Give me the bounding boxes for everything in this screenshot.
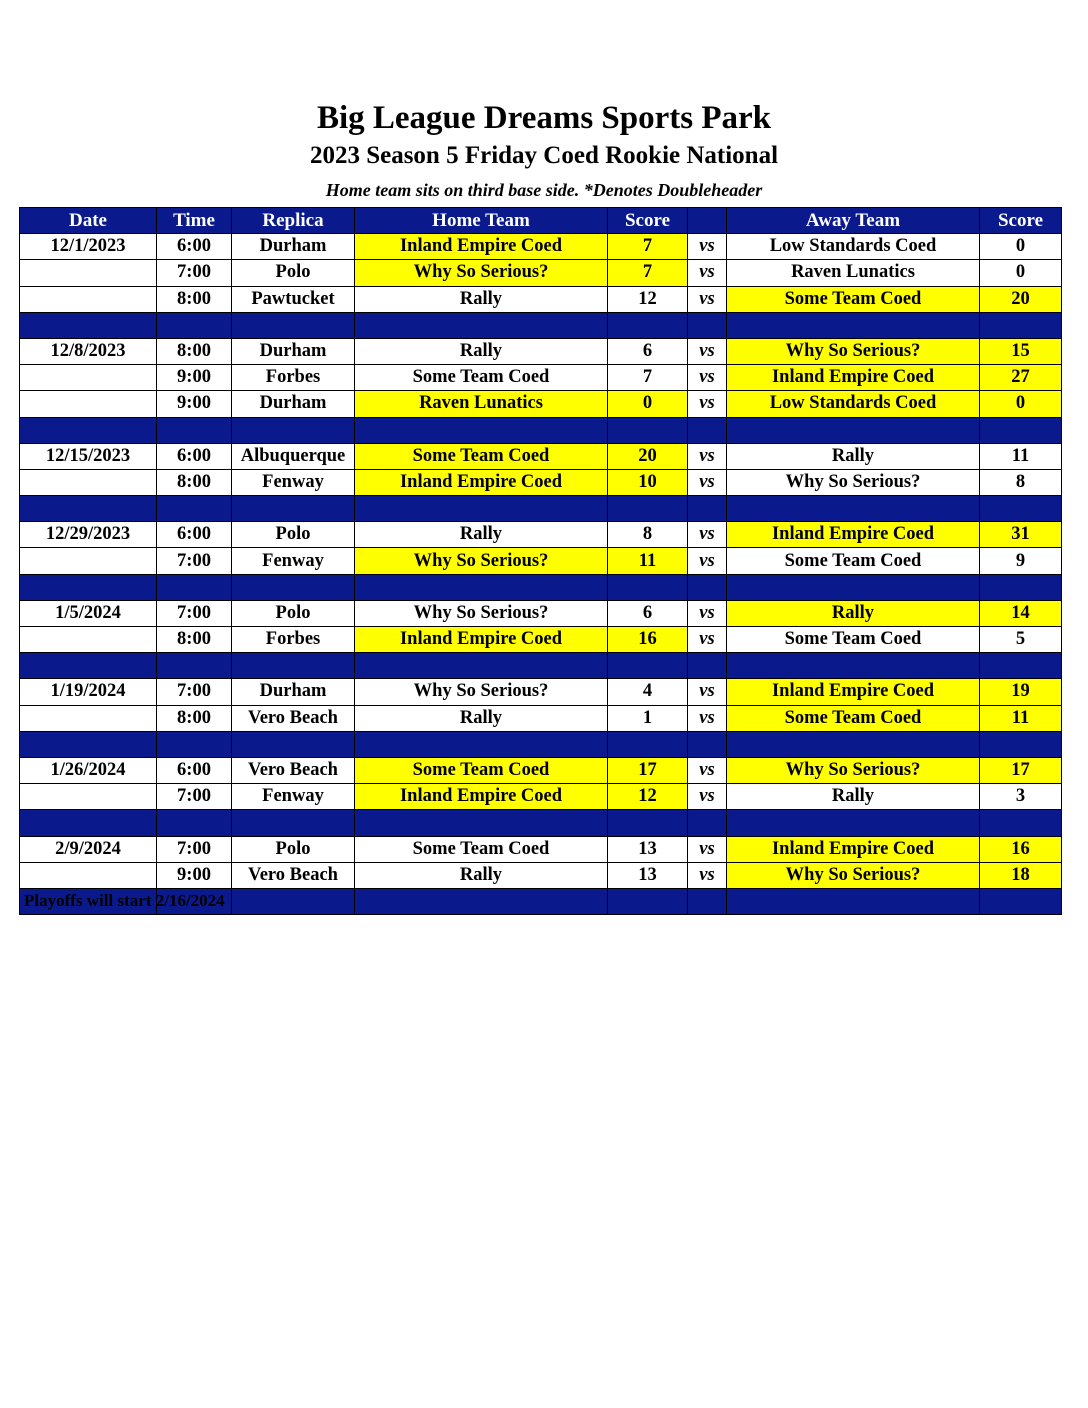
time-cell: 7:00 [157, 836, 232, 862]
away-team-cell: Why So Serious? [727, 338, 980, 364]
home-score-cell: 4 [608, 679, 688, 705]
time-cell: 7:00 [157, 260, 232, 286]
time-cell: 6:00 [157, 443, 232, 469]
date-cell [20, 862, 157, 888]
home-team-cell: Some Team Coed [355, 443, 608, 469]
separator-cell [355, 574, 608, 600]
home-score-cell: 12 [608, 286, 688, 312]
date-cell: 1/19/2024 [20, 679, 157, 705]
table-row [20, 365, 1062, 391]
home-score-cell: 8 [608, 522, 688, 548]
date-cell [20, 784, 157, 810]
col-header-away-team: Away Team [727, 208, 980, 234]
separator-row [20, 731, 1062, 757]
separator-cell [157, 810, 232, 836]
table-row [20, 469, 1062, 495]
vs-cell: vs [688, 338, 727, 364]
table-row [20, 627, 1062, 653]
home-team-cell: Why So Serious? [355, 600, 608, 626]
home-score-cell: 6 [608, 338, 688, 364]
home-score-cell: 7 [608, 365, 688, 391]
separator-cell [608, 731, 688, 757]
col-header-time: Time [157, 208, 232, 234]
replica-cell: Vero Beach [232, 705, 355, 731]
separator-cell [608, 417, 688, 443]
home-team-cell: Rally [355, 862, 608, 888]
separator-cell [157, 731, 232, 757]
replica-cell: Vero Beach [232, 862, 355, 888]
separator-cell [727, 653, 980, 679]
separator-cell [20, 810, 157, 836]
date-cell: 2/9/2024 [20, 836, 157, 862]
time-cell: 7:00 [157, 600, 232, 626]
col-header-date: Date [20, 208, 157, 234]
vs-cell: vs [688, 784, 727, 810]
replica-cell: Fenway [232, 469, 355, 495]
replica-cell: Durham [232, 338, 355, 364]
replica-cell: Forbes [232, 365, 355, 391]
separator-cell [608, 312, 688, 338]
vs-cell: vs [688, 286, 727, 312]
home-score-cell: 1 [608, 705, 688, 731]
home-score-cell: 20 [608, 443, 688, 469]
separator-cell [355, 731, 608, 757]
away-team-cell: Some Team Coed [727, 548, 980, 574]
away-team-cell: Inland Empire Coed [727, 836, 980, 862]
table-row [20, 260, 1062, 286]
schedule-body [20, 234, 1062, 915]
replica-cell: Fenway [232, 548, 355, 574]
separator-cell [727, 888, 980, 914]
home-team-cell: Inland Empire Coed [355, 469, 608, 495]
separator-cell [980, 312, 1062, 338]
away-score-cell: 0 [980, 391, 1062, 417]
home-team-cell: Some Team Coed [355, 836, 608, 862]
away-team-cell: Some Team Coed [727, 627, 980, 653]
replica-cell: Durham [232, 391, 355, 417]
separator-cell [980, 496, 1062, 522]
separator-cell [232, 496, 355, 522]
away-score-cell: 8 [980, 469, 1062, 495]
home-team-cell: Raven Lunatics [355, 391, 608, 417]
away-score-cell: 20 [980, 286, 1062, 312]
away-team-cell: Inland Empire Coed [727, 522, 980, 548]
col-header-vs [688, 208, 727, 234]
separator-cell [20, 417, 157, 443]
away-score-cell: 0 [980, 234, 1062, 260]
away-team-cell: Some Team Coed [727, 705, 980, 731]
away-score-cell: 14 [980, 600, 1062, 626]
separator-cell [232, 653, 355, 679]
page-title: Big League Dreams Sports Park [316, 100, 772, 136]
separator-cell [727, 417, 980, 443]
replica-cell: Vero Beach [232, 757, 355, 783]
time-cell: 8:00 [157, 705, 232, 731]
replica-cell: Polo [232, 522, 355, 548]
table-row [20, 234, 1062, 260]
away-team-cell: Some Team Coed [727, 286, 980, 312]
vs-cell: vs [688, 548, 727, 574]
separator-cell [355, 496, 608, 522]
separator-cell [608, 653, 688, 679]
separator-row [20, 810, 1062, 836]
separator-cell [688, 574, 727, 600]
away-team-cell: Why So Serious? [727, 757, 980, 783]
home-team-cell: Inland Empire Coed [355, 234, 608, 260]
separator-cell [727, 731, 980, 757]
separator-cell [20, 574, 157, 600]
time-cell: 9:00 [157, 391, 232, 417]
table-row [20, 862, 1062, 888]
home-team-cell: Why So Serious? [355, 679, 608, 705]
separator-cell [232, 888, 355, 914]
table-row [20, 679, 1062, 705]
away-team-cell: Why So Serious? [727, 469, 980, 495]
separator-cell [20, 653, 157, 679]
date-cell [20, 469, 157, 495]
separator-cell [688, 810, 727, 836]
separator-cell [232, 731, 355, 757]
separator-cell [355, 653, 608, 679]
time-cell: 9:00 [157, 862, 232, 888]
vs-cell: vs [688, 862, 727, 888]
home-team-cell: Some Team Coed [355, 757, 608, 783]
replica-cell: Durham [232, 234, 355, 260]
time-cell: 8:00 [157, 338, 232, 364]
home-score-cell: 6 [608, 600, 688, 626]
separator-cell [980, 417, 1062, 443]
away-score-cell: 5 [980, 627, 1062, 653]
page-note: Home team sits on third base side. *Denotes Doubleheader [325, 180, 763, 200]
table-row [20, 757, 1062, 783]
table-row [20, 784, 1062, 810]
date-cell [20, 627, 157, 653]
separator-row [20, 653, 1062, 679]
separator-cell [688, 653, 727, 679]
away-score-cell: 11 [980, 705, 1062, 731]
date-cell: 12/8/2023 [20, 338, 157, 364]
home-score-cell: 16 [608, 627, 688, 653]
table-row [20, 705, 1062, 731]
home-team-cell: Rally [355, 705, 608, 731]
separator-cell [980, 888, 1062, 914]
vs-cell: vs [688, 522, 727, 548]
replica-cell: Albuquerque [232, 443, 355, 469]
col-header-away-score: Score [980, 208, 1062, 234]
away-team-cell: Raven Lunatics [727, 260, 980, 286]
table-row [20, 836, 1062, 862]
separator-cell [157, 496, 232, 522]
date-cell [20, 391, 157, 417]
home-score-cell: 13 [608, 836, 688, 862]
separator-cell [355, 810, 608, 836]
separator-cell [20, 496, 157, 522]
away-score-cell: 19 [980, 679, 1062, 705]
separator-cell [608, 810, 688, 836]
home-team-cell: Rally [355, 286, 608, 312]
table-row [20, 548, 1062, 574]
home-team-cell: Inland Empire Coed [355, 627, 608, 653]
separator-cell [688, 731, 727, 757]
away-team-cell: Low Standards Coed [727, 234, 980, 260]
separator-cell [157, 312, 232, 338]
home-team-cell: Why So Serious? [355, 260, 608, 286]
away-score-cell: 31 [980, 522, 1062, 548]
table-row [20, 391, 1062, 417]
separator-cell [157, 653, 232, 679]
date-cell: 12/1/2023 [20, 234, 157, 260]
separator-cell [232, 810, 355, 836]
vs-cell: vs [688, 705, 727, 731]
home-team-cell: Rally [355, 522, 608, 548]
date-cell: 1/26/2024 [20, 757, 157, 783]
separator-cell [980, 653, 1062, 679]
away-score-cell: 17 [980, 757, 1062, 783]
separator-row [20, 417, 1062, 443]
time-cell: 8:00 [157, 286, 232, 312]
date-cell [20, 260, 157, 286]
vs-cell: vs [688, 757, 727, 783]
away-team-cell: Inland Empire Coed [727, 365, 980, 391]
separator-cell [232, 417, 355, 443]
col-header-home-team: Home Team [355, 208, 608, 234]
page-subtitle: 2023 Season 5 Friday Coed Rookie National [309, 142, 779, 169]
vs-cell: vs [688, 365, 727, 391]
away-score-cell: 16 [980, 836, 1062, 862]
home-score-cell: 17 [608, 757, 688, 783]
replica-cell: Forbes [232, 627, 355, 653]
separator-cell [688, 496, 727, 522]
separator-row [20, 574, 1062, 600]
replica-cell: Polo [232, 260, 355, 286]
separator-cell [232, 312, 355, 338]
date-cell [20, 548, 157, 574]
separator-cell [980, 731, 1062, 757]
home-score-cell: 13 [608, 862, 688, 888]
vs-cell: vs [688, 469, 727, 495]
away-team-cell: Inland Empire Coed [727, 679, 980, 705]
away-score-cell: 9 [980, 548, 1062, 574]
home-score-cell: 7 [608, 234, 688, 260]
col-header-replica: Replica [232, 208, 355, 234]
table-row [20, 286, 1062, 312]
away-team-cell: Rally [727, 443, 980, 469]
replica-cell: Fenway [232, 784, 355, 810]
separator-cell [980, 574, 1062, 600]
table-header-row [20, 208, 1062, 234]
separator-cell [608, 496, 688, 522]
separator-cell [688, 888, 727, 914]
home-score-cell: 0 [608, 391, 688, 417]
vs-cell: vs [688, 836, 727, 862]
time-cell: 7:00 [157, 784, 232, 810]
away-score-cell: 3 [980, 784, 1062, 810]
separator-cell [355, 312, 608, 338]
separator-cell [232, 574, 355, 600]
table-row [20, 338, 1062, 364]
separator-row [20, 496, 1062, 522]
separator-cell [688, 417, 727, 443]
home-team-cell: Inland Empire Coed [355, 784, 608, 810]
replica-cell: Durham [232, 679, 355, 705]
away-team-cell: Rally [727, 784, 980, 810]
home-team-cell: Why So Serious? [355, 548, 608, 574]
separator-cell [727, 312, 980, 338]
away-score-cell: 15 [980, 338, 1062, 364]
time-cell: 6:00 [157, 757, 232, 783]
home-score-cell: 7 [608, 260, 688, 286]
away-score-cell: 18 [980, 862, 1062, 888]
separator-row [20, 312, 1062, 338]
time-cell: 6:00 [157, 522, 232, 548]
date-cell: 1/5/2024 [20, 600, 157, 626]
separator-cell [157, 574, 232, 600]
separator-cell [157, 417, 232, 443]
away-score-cell: 0 [980, 260, 1062, 286]
time-cell: 7:00 [157, 679, 232, 705]
separator-cell [688, 312, 727, 338]
date-cell: 12/29/2023 [20, 522, 157, 548]
home-team-cell: Rally [355, 338, 608, 364]
vs-cell: vs [688, 627, 727, 653]
home-team-cell: Some Team Coed [355, 365, 608, 391]
replica-cell: Polo [232, 836, 355, 862]
separator-cell [980, 810, 1062, 836]
separator-cell [727, 496, 980, 522]
separator-cell [608, 888, 688, 914]
time-cell: 8:00 [157, 469, 232, 495]
table-row [20, 443, 1062, 469]
replica-cell: Polo [232, 600, 355, 626]
away-score-cell: 27 [980, 365, 1062, 391]
table-row [20, 600, 1062, 626]
col-header-home-score: Score [608, 208, 688, 234]
playoffs-note: Playoffs will start 2/16/2024 [24, 891, 225, 910]
separator-cell [355, 888, 608, 914]
date-cell [20, 286, 157, 312]
separator-cell [608, 574, 688, 600]
separator-cell [727, 810, 980, 836]
home-score-cell: 10 [608, 469, 688, 495]
schedule-table [19, 207, 1062, 915]
time-cell: 8:00 [157, 627, 232, 653]
away-score-cell: 11 [980, 443, 1062, 469]
home-score-cell: 12 [608, 784, 688, 810]
separator-cell [20, 731, 157, 757]
vs-cell: vs [688, 260, 727, 286]
time-cell: 7:00 [157, 548, 232, 574]
date-cell [20, 365, 157, 391]
separator-cell [20, 312, 157, 338]
vs-cell: vs [688, 600, 727, 626]
away-team-cell: Why So Serious? [727, 862, 980, 888]
away-team-cell: Rally [727, 600, 980, 626]
vs-cell: vs [688, 679, 727, 705]
vs-cell: vs [688, 234, 727, 260]
replica-cell: Pawtucket [232, 286, 355, 312]
table-row [20, 522, 1062, 548]
time-cell: 9:00 [157, 365, 232, 391]
separator-cell [355, 417, 608, 443]
vs-cell: vs [688, 391, 727, 417]
away-team-cell: Low Standards Coed [727, 391, 980, 417]
date-cell: 12/15/2023 [20, 443, 157, 469]
date-cell [20, 705, 157, 731]
time-cell: 6:00 [157, 234, 232, 260]
vs-cell: vs [688, 443, 727, 469]
home-score-cell: 11 [608, 548, 688, 574]
separator-cell [727, 574, 980, 600]
